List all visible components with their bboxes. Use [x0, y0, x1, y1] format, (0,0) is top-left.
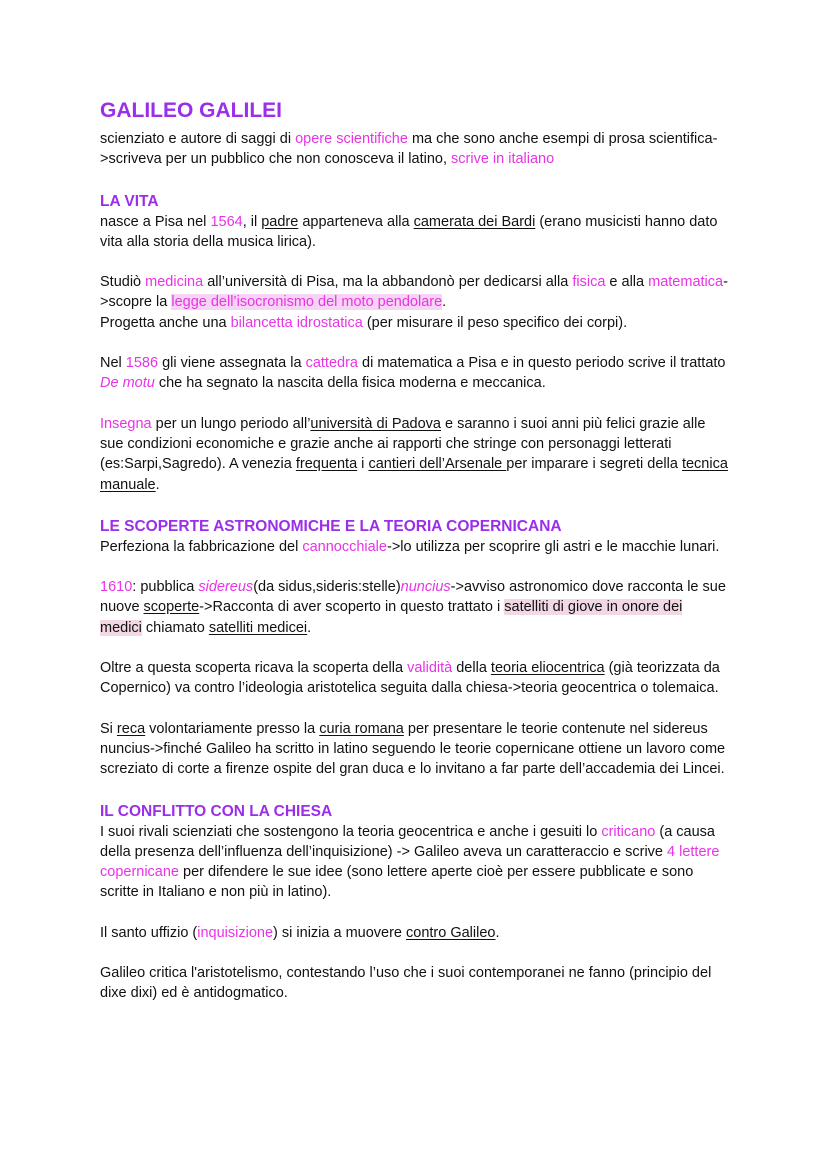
conflitto-paragraph-3: Galileo critica l'aristotelismo, contestando l’uso che i suoi contemporanei ne fanno (principio del dixe dixi) ed è antidogmatico.: [100, 965, 712, 1002]
section-heading-conflitto: IL CONFLITTO CON LA CHIESA: [100, 802, 333, 820]
section-heading-scoperte: LE SCOPERTE ASTRONOMICHE E LA TEORIA COPERNICANA: [100, 517, 562, 535]
vita-paragraph-1: nasce a Pisa nel 1564, il padre apparteneva alla camerata dei Bardi (erano musicisti hanno dato vita alla storia della musica lirica).: [100, 213, 718, 250]
scoperte-paragraph-4: Si reca volontariamente presso la curia romana per presentare le teorie contenute nel sidereus nuncius->finché Galileo ha scritto in latino seguendo le teorie copernicane ottiene un lavoro come screziato di corte a firenze ospite del gran duca e lo invitano a far parte dell’accademia dei Lincei.: [100, 720, 726, 778]
intro-paragraph: scienziato e autore di saggi di opere scientifiche ma che sono anche esempi di prosa scientifica->scriveva per un pubblico che non conosceva il latino, scrive in italiano: [100, 131, 718, 168]
vita-paragraph-2: Studiò medicina all’università di Pisa, ma la abbandonò per dedicarsi alla fisica e alla matematica->scopre la legge dell’isocronismo del moto pendolare. Progetta anche una bilancetta idrostatica (per misurare il peso specifico dei corpi).: [100, 274, 728, 331]
highlight-legge: legge dell’isocronismo del moto pendolare: [171, 294, 443, 311]
page-title: GALILEO GALILEI: [100, 99, 282, 122]
highlight-satelliti: satelliti di giove in onore dei medici: [100, 599, 683, 636]
vita-paragraph-3: Nel 1586 gli viene assegnata la cattedra di matematica a Pisa e in questo periodo scrive il trattato De motu che ha segnato la nascita della fisica moderna e meccanica.: [100, 355, 726, 392]
conflitto-paragraph-2: Il santo uffizio (inquisizione) si inizia a muovere contro Galileo.: [100, 924, 500, 941]
scoperte-paragraph-3: Oltre a questa scoperta ricava la scoperta della validità della teoria eliocentrica (già teorizzata da Copernico) va contro l’ideologia aristotelica seguita dalla chiesa->teoria geocentrica o tolemaica.: [100, 660, 720, 697]
scoperte-paragraph-1: Perfeziona la fabbricazione del cannocchiale->lo utilizza per scoprire gli astri e le macchie lunari.: [100, 538, 720, 555]
section-heading-vita: LA VITA: [100, 192, 159, 210]
conflitto-paragraph-1: I suoi rivali scienziati che sostengono la teoria geocentrica e anche i gesuiti lo criticano (a causa della presenza dell’influenza dell’inquisizione) -> Galileo aveva un caratteraccio e scrive 4 lettere copernicane per difendere le sue idee (sono lettere aperte cioè per essere pubblicate e sono scritte in Italiano e non più in latino).: [100, 823, 720, 901]
vita-paragraph-4: Insegna per un lungo periodo all’università di Padova e saranno i suoi anni più felici grazie alle sue condizioni economiche e grazie anche ai rapporti che stringe con personaggi letterati (es:Sarpi,Sagredo). A venezia frequenta i cantieri dell’Arsenale per imparare i segreti della tecnica manuale.: [100, 415, 728, 493]
scoperte-paragraph-2: 1610: pubblica sidereus(da sidus,sideris:stelle)nuncius->avviso astronomico dove racconta le sue nuove scoperte->Racconta di aver scoperto in questo trattato i satelliti di giove in onore dei medici chiamato satelliti medicei.: [100, 579, 726, 636]
